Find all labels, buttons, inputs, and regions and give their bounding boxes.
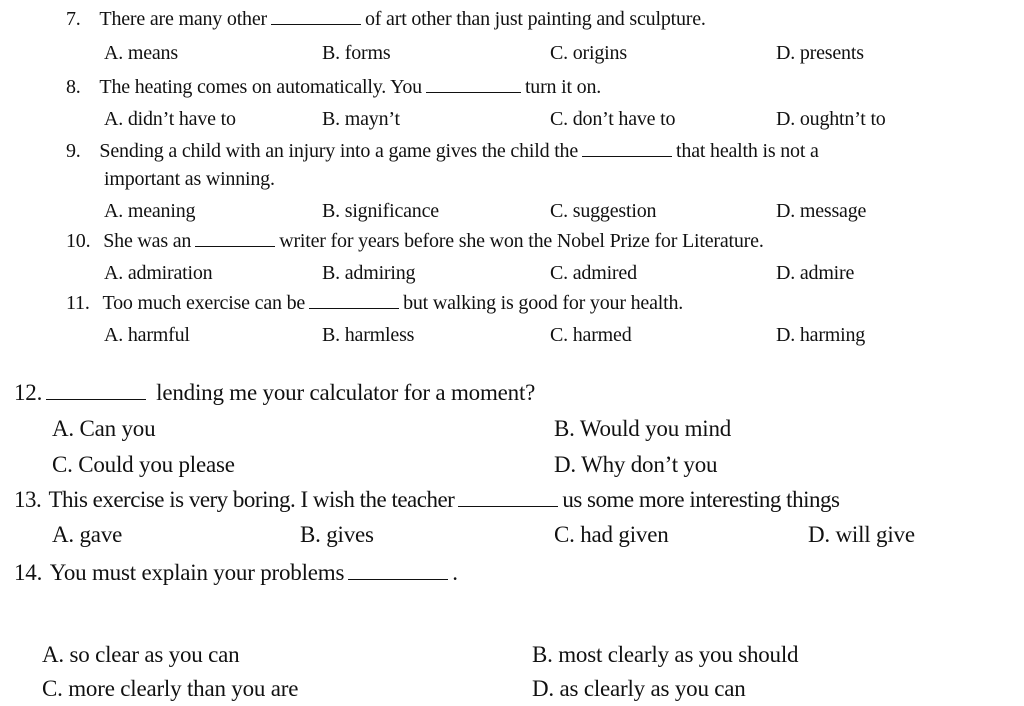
option-a: A. Can you bbox=[52, 416, 156, 441]
question-stem: She was an bbox=[103, 230, 192, 252]
option-d: D. Why don’t you bbox=[554, 452, 718, 477]
question-8 bbox=[66, 76, 601, 99]
answer-blank bbox=[46, 398, 146, 400]
option-d: D. message bbox=[776, 200, 867, 222]
answer-blank bbox=[309, 307, 399, 309]
option-d: D. presents bbox=[776, 42, 864, 64]
option-c: C. more clearly than you are bbox=[42, 676, 299, 701]
question-stem: turn it on. bbox=[524, 76, 602, 98]
question-stem: Sending a child with an injury into a game gives the child the bbox=[99, 140, 579, 162]
question-stem: You must explain your problems bbox=[49, 560, 345, 585]
option-a: A. harmful bbox=[104, 324, 190, 346]
question-13 bbox=[14, 487, 839, 513]
question-14 bbox=[14, 560, 458, 586]
question-stem: Too much exercise can be bbox=[102, 292, 306, 314]
question-stem: This exercise is very boring. I wish the teacher bbox=[48, 487, 455, 512]
option-a: A. means bbox=[104, 42, 178, 64]
option-a: A. didn’t have to bbox=[104, 108, 236, 130]
option-c: C. had given bbox=[554, 522, 669, 547]
option-b: B. harmless bbox=[322, 324, 415, 346]
question-number: 13. bbox=[14, 487, 42, 512]
option-a: A. so clear as you can bbox=[42, 642, 240, 667]
question-stem: The heating comes on automatically. You bbox=[99, 76, 422, 98]
option-d: D. will give bbox=[808, 522, 915, 547]
question-10 bbox=[66, 230, 764, 253]
question-11 bbox=[66, 292, 683, 315]
option-c: C. origins bbox=[550, 42, 627, 64]
question-number: 14. bbox=[14, 560, 43, 585]
question-number: 9. bbox=[66, 140, 81, 162]
option-b: B. forms bbox=[322, 42, 391, 64]
option-b: B. admiring bbox=[322, 262, 416, 284]
answer-blank bbox=[348, 578, 448, 580]
option-c: C. don’t have to bbox=[550, 108, 676, 130]
option-d: D. as clearly as you can bbox=[532, 676, 746, 701]
option-b: B. Would you mind bbox=[554, 416, 732, 441]
option-b: B. mayn’t bbox=[322, 108, 400, 130]
question-number: 11. bbox=[66, 292, 90, 314]
answer-blank bbox=[458, 505, 558, 507]
option-d: D. harming bbox=[776, 324, 866, 346]
question-number: 10. bbox=[66, 230, 91, 252]
option-b: B. gives bbox=[300, 522, 374, 547]
option-c: C. Could you please bbox=[52, 452, 235, 477]
question-stem: that health is not a bbox=[676, 140, 819, 162]
answer-blank bbox=[195, 245, 275, 247]
option-c: C. admired bbox=[550, 262, 637, 284]
question-number: 8. bbox=[66, 76, 81, 98]
answer-blank bbox=[271, 23, 361, 25]
question-stem: us some more interesting things bbox=[562, 487, 840, 512]
question-stem: but walking is good for your health. bbox=[403, 292, 684, 314]
question-7 bbox=[66, 8, 706, 31]
option-d: D. admire bbox=[776, 262, 855, 284]
option-a: A. admiration bbox=[104, 262, 213, 284]
answer-blank bbox=[582, 155, 672, 157]
question-stem: There are many other bbox=[99, 8, 267, 30]
question-stem: . bbox=[452, 560, 458, 585]
question-9-continuation: important as winning. bbox=[104, 168, 275, 190]
option-a: A. gave bbox=[52, 522, 123, 547]
option-b: B. most clearly as you should bbox=[532, 642, 799, 667]
question-stem: of art other than just painting and sculpture. bbox=[365, 8, 706, 30]
option-a: A. meaning bbox=[104, 200, 196, 222]
option-c: C. harmed bbox=[550, 324, 632, 346]
option-b: B. significance bbox=[322, 200, 439, 222]
answer-blank bbox=[426, 91, 521, 93]
question-stem: lending me your calculator for a moment? bbox=[156, 380, 536, 405]
option-c: C. suggestion bbox=[550, 200, 657, 222]
question-9 bbox=[66, 140, 819, 163]
question-number: 7. bbox=[66, 8, 81, 30]
question-number: 12. bbox=[14, 380, 43, 405]
option-d: D. oughtn’t to bbox=[776, 108, 886, 130]
question-12 bbox=[14, 380, 535, 406]
question-stem: writer for years before she won the Nobel Prize for Literature. bbox=[279, 230, 764, 252]
